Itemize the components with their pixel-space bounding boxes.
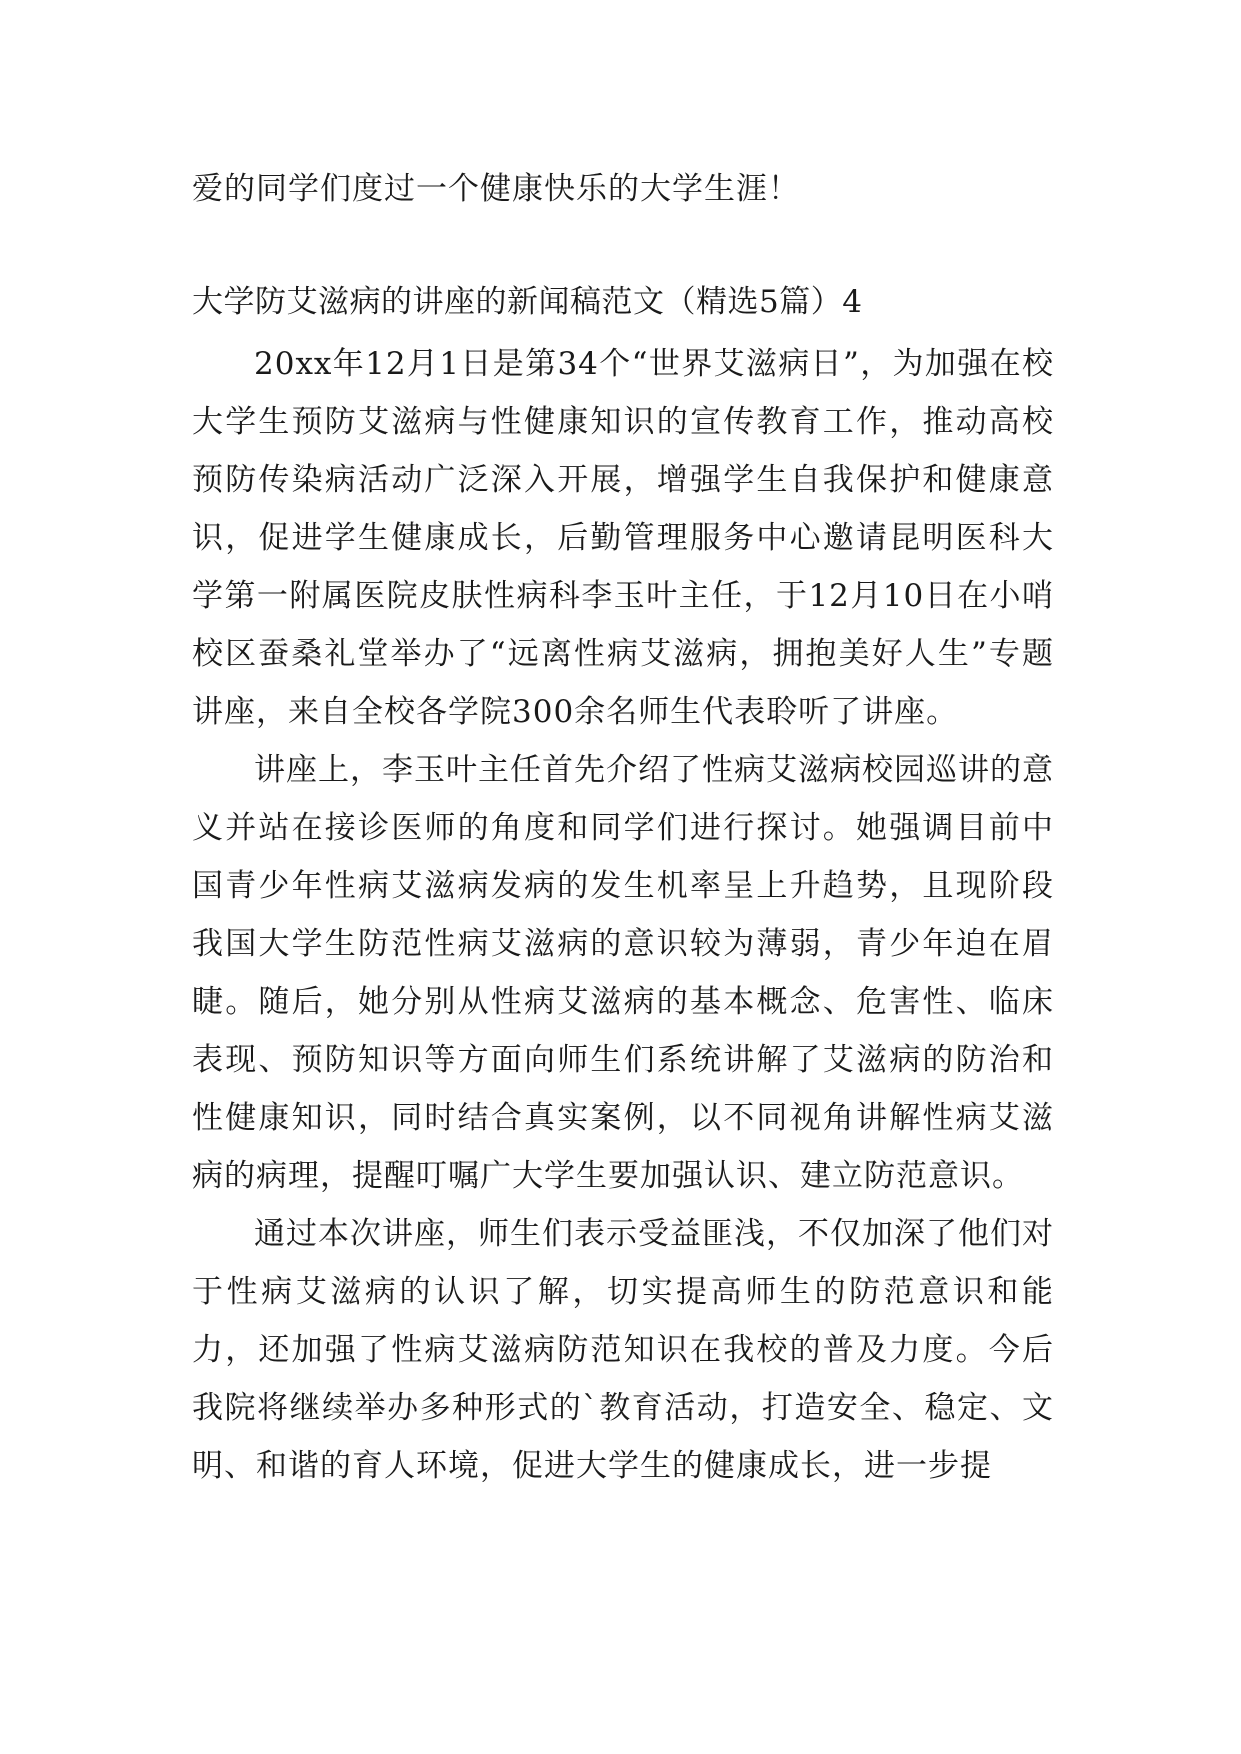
paragraph-3: 通过本次讲座，师生们表示受益匪浅，不仅加深了他们对于性病艾滋病的认识了解，切实提高师生的防范意识和能力，还加强了性病艾滋病防范知识在我校的普及力度。今后我院将继续举办多种形式的`教育活动，打造安全、稳定、文明、和谐的育人环境，促进大学生的健康成长，进一步提 (192, 1216, 1054, 1484)
section-title: 大学防艾滋病的讲座的新闻稿范文（精选5篇）4 (192, 284, 863, 320)
continuation-line: 爱的同学们度过一个健康快乐的大学生涯！ (192, 171, 800, 207)
paragraph-2: 讲座上，李玉叶主任首先介绍了性病艾滋病校园巡讲的意义并站在接诊医师的角度和同学们进行探讨。她强调目前中国青少年性病艾滋病发病的发生机率呈上升趋势，且现阶段我国大学生防范性病艾滋病的意识较为薄弱，青少年迫在眉睫。随后，她分别从性病艾滋病的基本概念、危害性、临床表现、预防知识等方面向师生们系统讲解了艾滋病的防治和性健康知识，同时结合真实案例，以不同视角讲解性病艾滋病的病理，提醒叮嘱广大学生要加强认识、建立防范意识。 (192, 752, 1054, 1194)
article-body (192, 335, 1054, 1495)
paragraph-1: 20xx年12月1日是第34个“世界艾滋病日”，为加强在校大学生预防艾滋病与性健康知识的宣传教育工作，推动高校预防传染病活动广泛深入开展，增强学生自我保护和健康意识，促进学生健康成长，后勤管理服务中心邀请昆明医科大学第一附属医院皮肤性病科李玉叶主任，于12月10日在小哨校区蚕桑礼堂举办了“远离性病艾滋病，拥抱美好人生”专题讲座，来自全校各学院300余名师生代表聆听了讲座。 (192, 346, 1054, 730)
